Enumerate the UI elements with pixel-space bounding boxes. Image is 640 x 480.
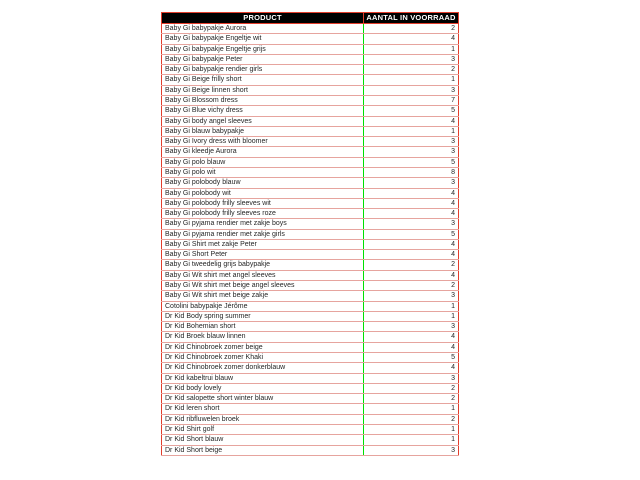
product-cell: Dr Kid Broek blauw linnen: [162, 332, 364, 342]
table-row: [162, 65, 459, 75]
table-row: [162, 404, 459, 414]
table-row: [162, 414, 459, 424]
table-row: [162, 270, 459, 280]
qty-cell: 1: [364, 435, 459, 445]
qty-cell: 4: [364, 332, 459, 342]
qty-cell: 5: [364, 229, 459, 239]
table-row: [162, 188, 459, 198]
product-cell: Baby Gi babypakje Engeltje grijs: [162, 44, 364, 54]
product-cell: Baby Gi polobody blauw: [162, 178, 364, 188]
header-product: PRODUCT: [162, 13, 364, 24]
qty-cell: 7: [364, 95, 459, 105]
product-cell: Baby Gi pyjama rendier met zakje girls: [162, 229, 364, 239]
qty-cell: 3: [364, 54, 459, 64]
product-cell: Dr Kid Shirt golf: [162, 424, 364, 434]
qty-cell: 5: [364, 106, 459, 116]
table-row: [162, 44, 459, 54]
qty-cell: 2: [364, 24, 459, 34]
qty-cell: 1: [364, 311, 459, 321]
table-row: [162, 435, 459, 445]
qty-cell: 4: [364, 188, 459, 198]
table-row: [162, 147, 459, 157]
table-row: [162, 75, 459, 85]
product-cell: Dr Kid Bohemian short: [162, 322, 364, 332]
product-cell: Dr Kid salopette short winter blauw: [162, 394, 364, 404]
qty-cell: 1: [364, 126, 459, 136]
product-cell: Baby Gi babypakje Engeltje wit: [162, 34, 364, 44]
table-row: [162, 342, 459, 352]
qty-cell: 5: [364, 157, 459, 167]
table-row: [162, 54, 459, 64]
table-row: [162, 445, 459, 455]
qty-cell: 4: [364, 198, 459, 208]
product-cell: Baby Gi babypakje rendier girls: [162, 65, 364, 75]
qty-cell: 1: [364, 44, 459, 54]
product-cell: Baby Gi Wit shirt met beige zakje: [162, 291, 364, 301]
qty-cell: 4: [364, 209, 459, 219]
table-row: [162, 126, 459, 136]
table-row: [162, 424, 459, 434]
qty-cell: 3: [364, 137, 459, 147]
table-row: [162, 250, 459, 260]
table-row: [162, 229, 459, 239]
product-cell: Dr Kid Body spring summer: [162, 311, 364, 321]
product-cell: Baby Gi Ivory dress with bloomer: [162, 137, 364, 147]
table-row: [162, 394, 459, 404]
product-cell: Dr Kid body lovely: [162, 383, 364, 393]
qty-cell: 3: [364, 291, 459, 301]
qty-cell: 4: [364, 270, 459, 280]
product-cell: Baby Gi polo wit: [162, 167, 364, 177]
table-row: [162, 363, 459, 373]
qty-cell: 4: [364, 250, 459, 260]
qty-cell: 2: [364, 260, 459, 270]
qty-cell: 2: [364, 394, 459, 404]
product-cell: Dr Kid Chinobroek zomer beige: [162, 342, 364, 352]
qty-cell: 4: [364, 116, 459, 126]
product-cell: Baby Gi Wit shirt met angel sleeves: [162, 270, 364, 280]
product-cell: Baby Gi polobody frilly sleeves roze: [162, 209, 364, 219]
product-cell: Baby Gi Blossom dress: [162, 95, 364, 105]
product-cell: Cotolini babypakje Jérôme: [162, 301, 364, 311]
qty-cell: 2: [364, 281, 459, 291]
product-cell: Dr Kid ribfluwelen broek: [162, 414, 364, 424]
product-cell: Baby Gi Short Peter: [162, 250, 364, 260]
table-row: [162, 167, 459, 177]
qty-cell: 1: [364, 75, 459, 85]
table-row: [162, 24, 459, 34]
table-row: [162, 95, 459, 105]
table-row: [162, 353, 459, 363]
table-row: [162, 85, 459, 95]
qty-cell: 1: [364, 424, 459, 434]
stock-table: [161, 12, 459, 456]
table-row: [162, 311, 459, 321]
product-cell: Baby Gi Shirt met zakje Peter: [162, 239, 364, 249]
qty-cell: 3: [364, 322, 459, 332]
table-row: [162, 209, 459, 219]
qty-cell: 3: [364, 445, 459, 455]
table-row: [162, 157, 459, 167]
qty-cell: 3: [364, 178, 459, 188]
product-cell: Dr Kid Chinobroek zomer Khaki: [162, 353, 364, 363]
product-cell: Baby Gi kleedje Aurora: [162, 147, 364, 157]
table-row: [162, 116, 459, 126]
qty-cell: 2: [364, 65, 459, 75]
header-quantity: AANTAL IN VOORRAAD: [364, 13, 459, 24]
table-row: [162, 301, 459, 311]
product-cell: Baby Gi babypakje Aurora: [162, 24, 364, 34]
table-header-row: [162, 13, 459, 24]
stock-table-container: [161, 12, 459, 456]
table-body: [162, 24, 459, 456]
table-row: [162, 332, 459, 342]
qty-cell: 2: [364, 383, 459, 393]
table-row: [162, 34, 459, 44]
product-cell: Baby Gi polobody frilly sleeves wit: [162, 198, 364, 208]
table-row: [162, 291, 459, 301]
product-cell: Baby Gi Beige linnen short: [162, 85, 364, 95]
qty-cell: 3: [364, 219, 459, 229]
product-cell: Baby Gi pyjama rendier met zakje boys: [162, 219, 364, 229]
qty-cell: 4: [364, 363, 459, 373]
table-row: [162, 137, 459, 147]
qty-cell: 2: [364, 414, 459, 424]
product-cell: Baby Gi Blue vichy dress: [162, 106, 364, 116]
qty-cell: 3: [364, 85, 459, 95]
qty-cell: 3: [364, 373, 459, 383]
qty-cell: 8: [364, 167, 459, 177]
table-row: [162, 281, 459, 291]
table-row: [162, 322, 459, 332]
product-cell: Baby Gi babypakje Peter: [162, 54, 364, 64]
qty-cell: 4: [364, 34, 459, 44]
product-cell: Baby Gi polobody wit: [162, 188, 364, 198]
table-row: [162, 178, 459, 188]
product-cell: Dr Kid kabeltrui blauw: [162, 373, 364, 383]
table-row: [162, 373, 459, 383]
product-cell: Baby Gi blauw babypakje: [162, 126, 364, 136]
qty-cell: 5: [364, 353, 459, 363]
product-cell: Baby Gi Wit shirt met beige angel sleeves: [162, 281, 364, 291]
qty-cell: 3: [364, 147, 459, 157]
product-cell: Dr Kid Short blauw: [162, 435, 364, 445]
product-cell: Dr Kid Short beige: [162, 445, 364, 455]
qty-cell: 1: [364, 301, 459, 311]
table-row: [162, 383, 459, 393]
qty-cell: 4: [364, 239, 459, 249]
table-row: [162, 198, 459, 208]
qty-cell: 4: [364, 342, 459, 352]
table-row: [162, 106, 459, 116]
qty-cell: 1: [364, 404, 459, 414]
product-cell: Baby Gi body angel sleeves: [162, 116, 364, 126]
table-row: [162, 260, 459, 270]
table-row: [162, 239, 459, 249]
product-cell: Baby Gi polo blauw: [162, 157, 364, 167]
product-cell: Dr Kid Chinobroek zomer donkerblauw: [162, 363, 364, 373]
product-cell: Baby Gi Beige frilly short: [162, 75, 364, 85]
product-cell: Baby Gi tweedelig grijs babypakje: [162, 260, 364, 270]
product-cell: Dr Kid leren short: [162, 404, 364, 414]
table-row: [162, 219, 459, 229]
